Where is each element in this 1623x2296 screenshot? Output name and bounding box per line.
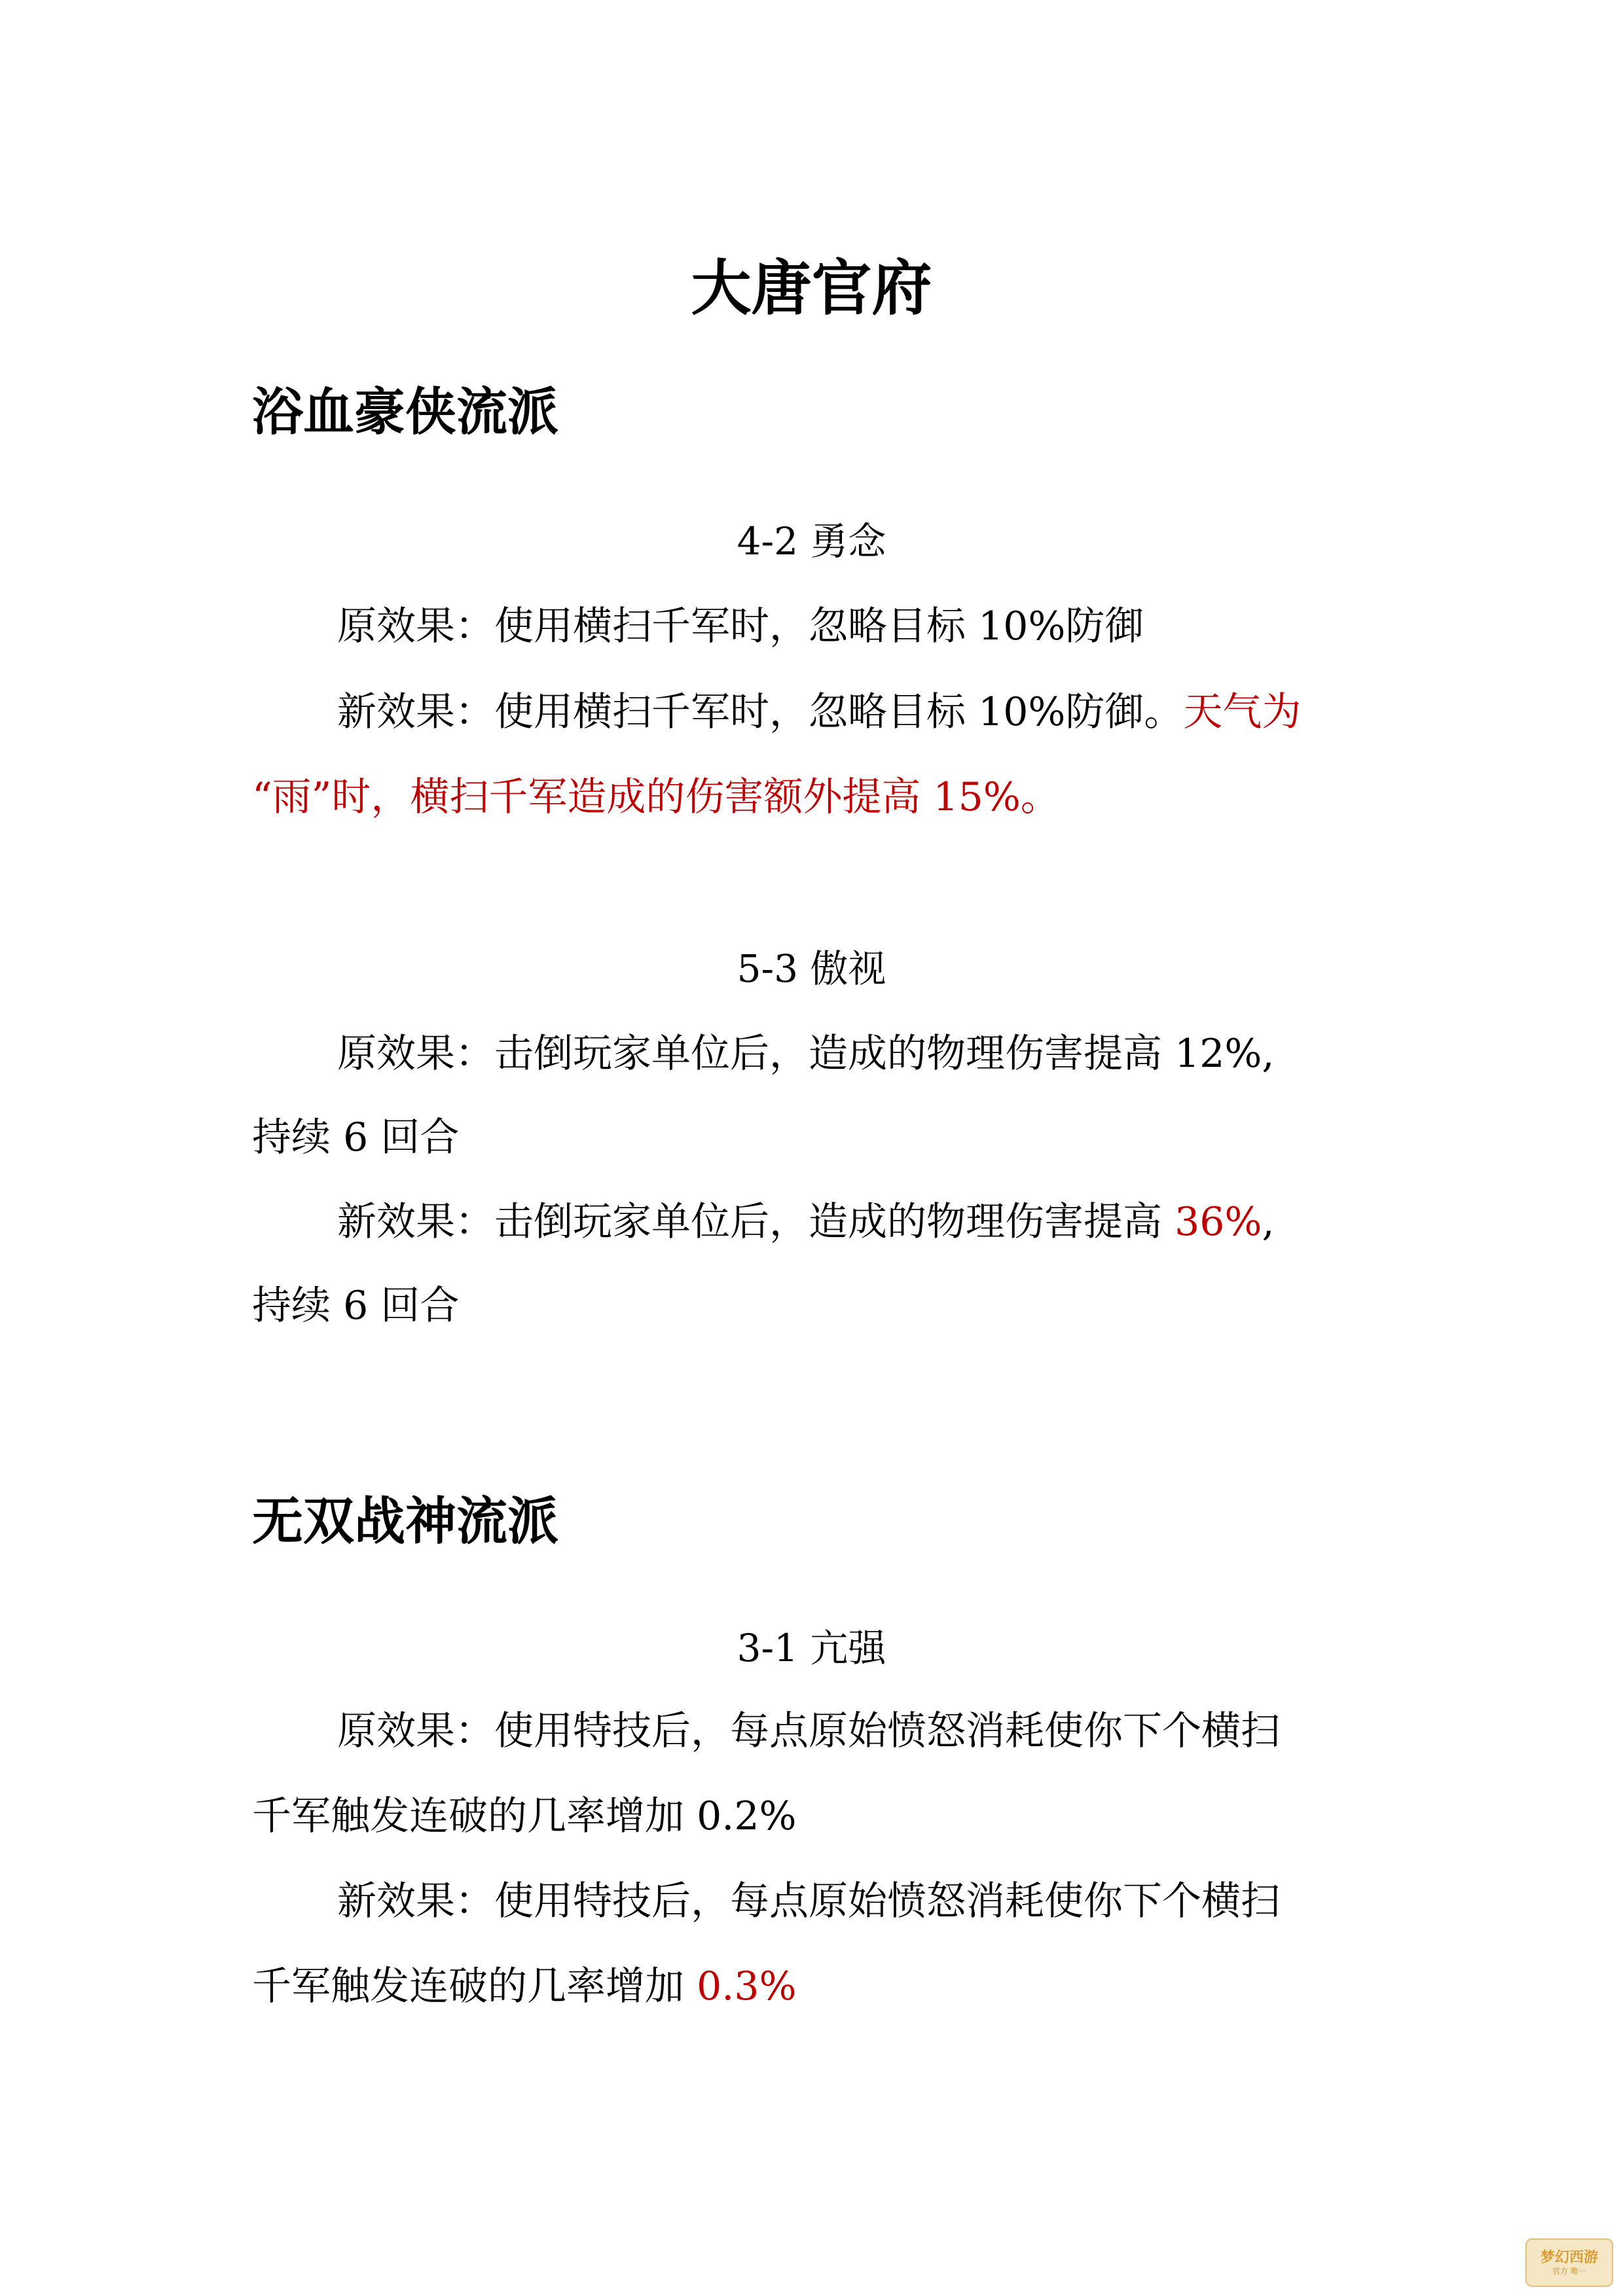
new-highlight: 0.3% [697,1964,797,2009]
skill-aoshi-new [337,1193,1275,1251]
skill-yongnian-original [337,597,1144,656]
new-highlight: 天气为 [1183,689,1302,735]
page-title: 大唐官府 [691,253,932,323]
section-heading-yuxue: 浴血豪侠流派 [252,382,559,442]
new-text-2: 千军触发连破的几率增加 [252,1964,697,2009]
new-text-suffix: , [1262,1199,1275,1245]
new-text: 使用横扫千军时，忽略目标 10%防御。 [494,689,1184,735]
skill-kangqiang-original-continued: 千军触发连破的几率增加 0.2% [252,1793,797,1839]
new-highlight: 36% [1175,1199,1262,1245]
original-label: 原效果： [337,1708,494,1754]
original-text: 击倒玩家单位后，造成的物理伤害提高 12%, [494,1031,1275,1077]
new-label: 新效果： [337,689,494,735]
skill-title-aoshi: 5-3 傲视 [737,946,886,991]
watermark-site: 官方 唯一 [1552,2267,1586,2276]
original-label: 原效果： [337,1031,494,1077]
original-text: 使用横扫千军时，忽略目标 10%防御 [494,603,1144,649]
original-text: 使用特技后，每点原始愤怒消耗使你下个横扫 [494,1708,1280,1754]
watermark-logo [1525,2238,1613,2287]
skill-kangqiang-original [337,1702,1280,1761]
skill-kangqiang-new-continued [252,1957,797,2016]
skill-aoshi-original [337,1024,1275,1083]
skill-aoshi-original-continued: 持续 6 回合 [252,1115,460,1160]
skill-kangqiang-new [337,1872,1280,1931]
skill-title-kangqiang: 3-1 亢强 [737,1626,886,1670]
new-text: 击倒玩家单位后，造成的物理伤害提高 [494,1199,1175,1245]
new-label: 新效果： [337,1878,494,1924]
skill-yongnian-new [337,683,1301,742]
skill-aoshi-new-continued: 持续 6 回合 [252,1283,460,1329]
watermark-label: 梦幻西游 [1540,2250,1598,2266]
skill-title-yongnian: 4-2 勇念 [737,519,886,564]
section-heading-wushuang: 无双战神流派 [252,1492,559,1551]
new-text: 使用特技后，每点原始愤怒消耗使你下个横扫 [494,1878,1280,1924]
skill-yongnian-new-continued: “雨”时，横扫千军造成的伤害额外提高 15%。 [252,774,1060,820]
original-label: 原效果： [337,603,494,649]
new-label: 新效果： [337,1199,494,1245]
